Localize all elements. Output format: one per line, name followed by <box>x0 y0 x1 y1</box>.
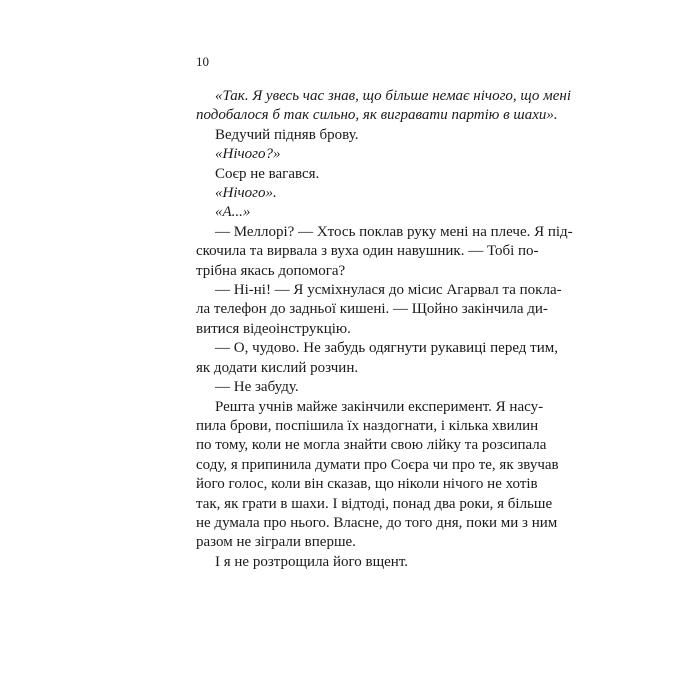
text-line: «Нічого». <box>215 185 277 202</box>
text-line: соду, я припинила думати про Соєра чи про те, як звучав <box>196 456 559 473</box>
text-line: І я не розтрощила його вщент. <box>215 553 409 570</box>
text-line: Соєр не вагався. <box>215 165 320 182</box>
text-line: ла телефон до задньої кишені. — Щойно закінчила ди- <box>196 301 548 318</box>
text-line: — О, чудово. Не забудь одягнути рукавиці перед тим, <box>215 340 558 357</box>
text-line: «Так. Я увесь час знав, що більше немає нічого, що мені <box>215 88 572 104</box>
text-line: — Не забуду. <box>215 379 299 396</box>
page-number: 10 <box>196 54 209 69</box>
text-line: так, як грати в шахи. І відтоді, понад два роки, я більше <box>196 495 553 512</box>
text-line: пила брови, поспішила їх наздогнати, і кілька хвилин <box>196 417 539 434</box>
text-line: — Ні-ні! — Я усміхнулася до місис Агарвал та покла- <box>215 282 562 299</box>
text-line: — Меллорі? — Хтось поклав руку мені на плече. Я під- <box>215 223 573 240</box>
text-line: трібна якась допомога? <box>196 262 346 279</box>
text-line: не думала про нього. Власне, до того дня, поки ми з ним <box>196 514 558 531</box>
text-line: «Нічого?» <box>215 146 281 163</box>
text-line: як додати кислий розчин. <box>196 359 359 376</box>
text-line: його голос, коли він сказав, що ніколи нічого не хотів <box>196 476 538 493</box>
body-text <box>196 87 573 572</box>
text-line: по тому, коли не могла знайти свою лійку та розсипала <box>196 437 547 454</box>
text-line: Ведучий підняв брову. <box>215 126 359 143</box>
text-line: скочила та вирвала з вуха один навушник. — Тобі по- <box>196 243 539 260</box>
text-line: подобалося б так сильно, як вигравати партію в шахи». <box>196 107 558 124</box>
text-line: разом не зіграли вперше. <box>196 534 356 551</box>
text-line: витися відеоінструкцію. <box>196 320 351 337</box>
text-line: «А...» <box>215 204 251 221</box>
text-line: Решта учнів майже закінчили експеримент. Я насу- <box>215 398 544 415</box>
